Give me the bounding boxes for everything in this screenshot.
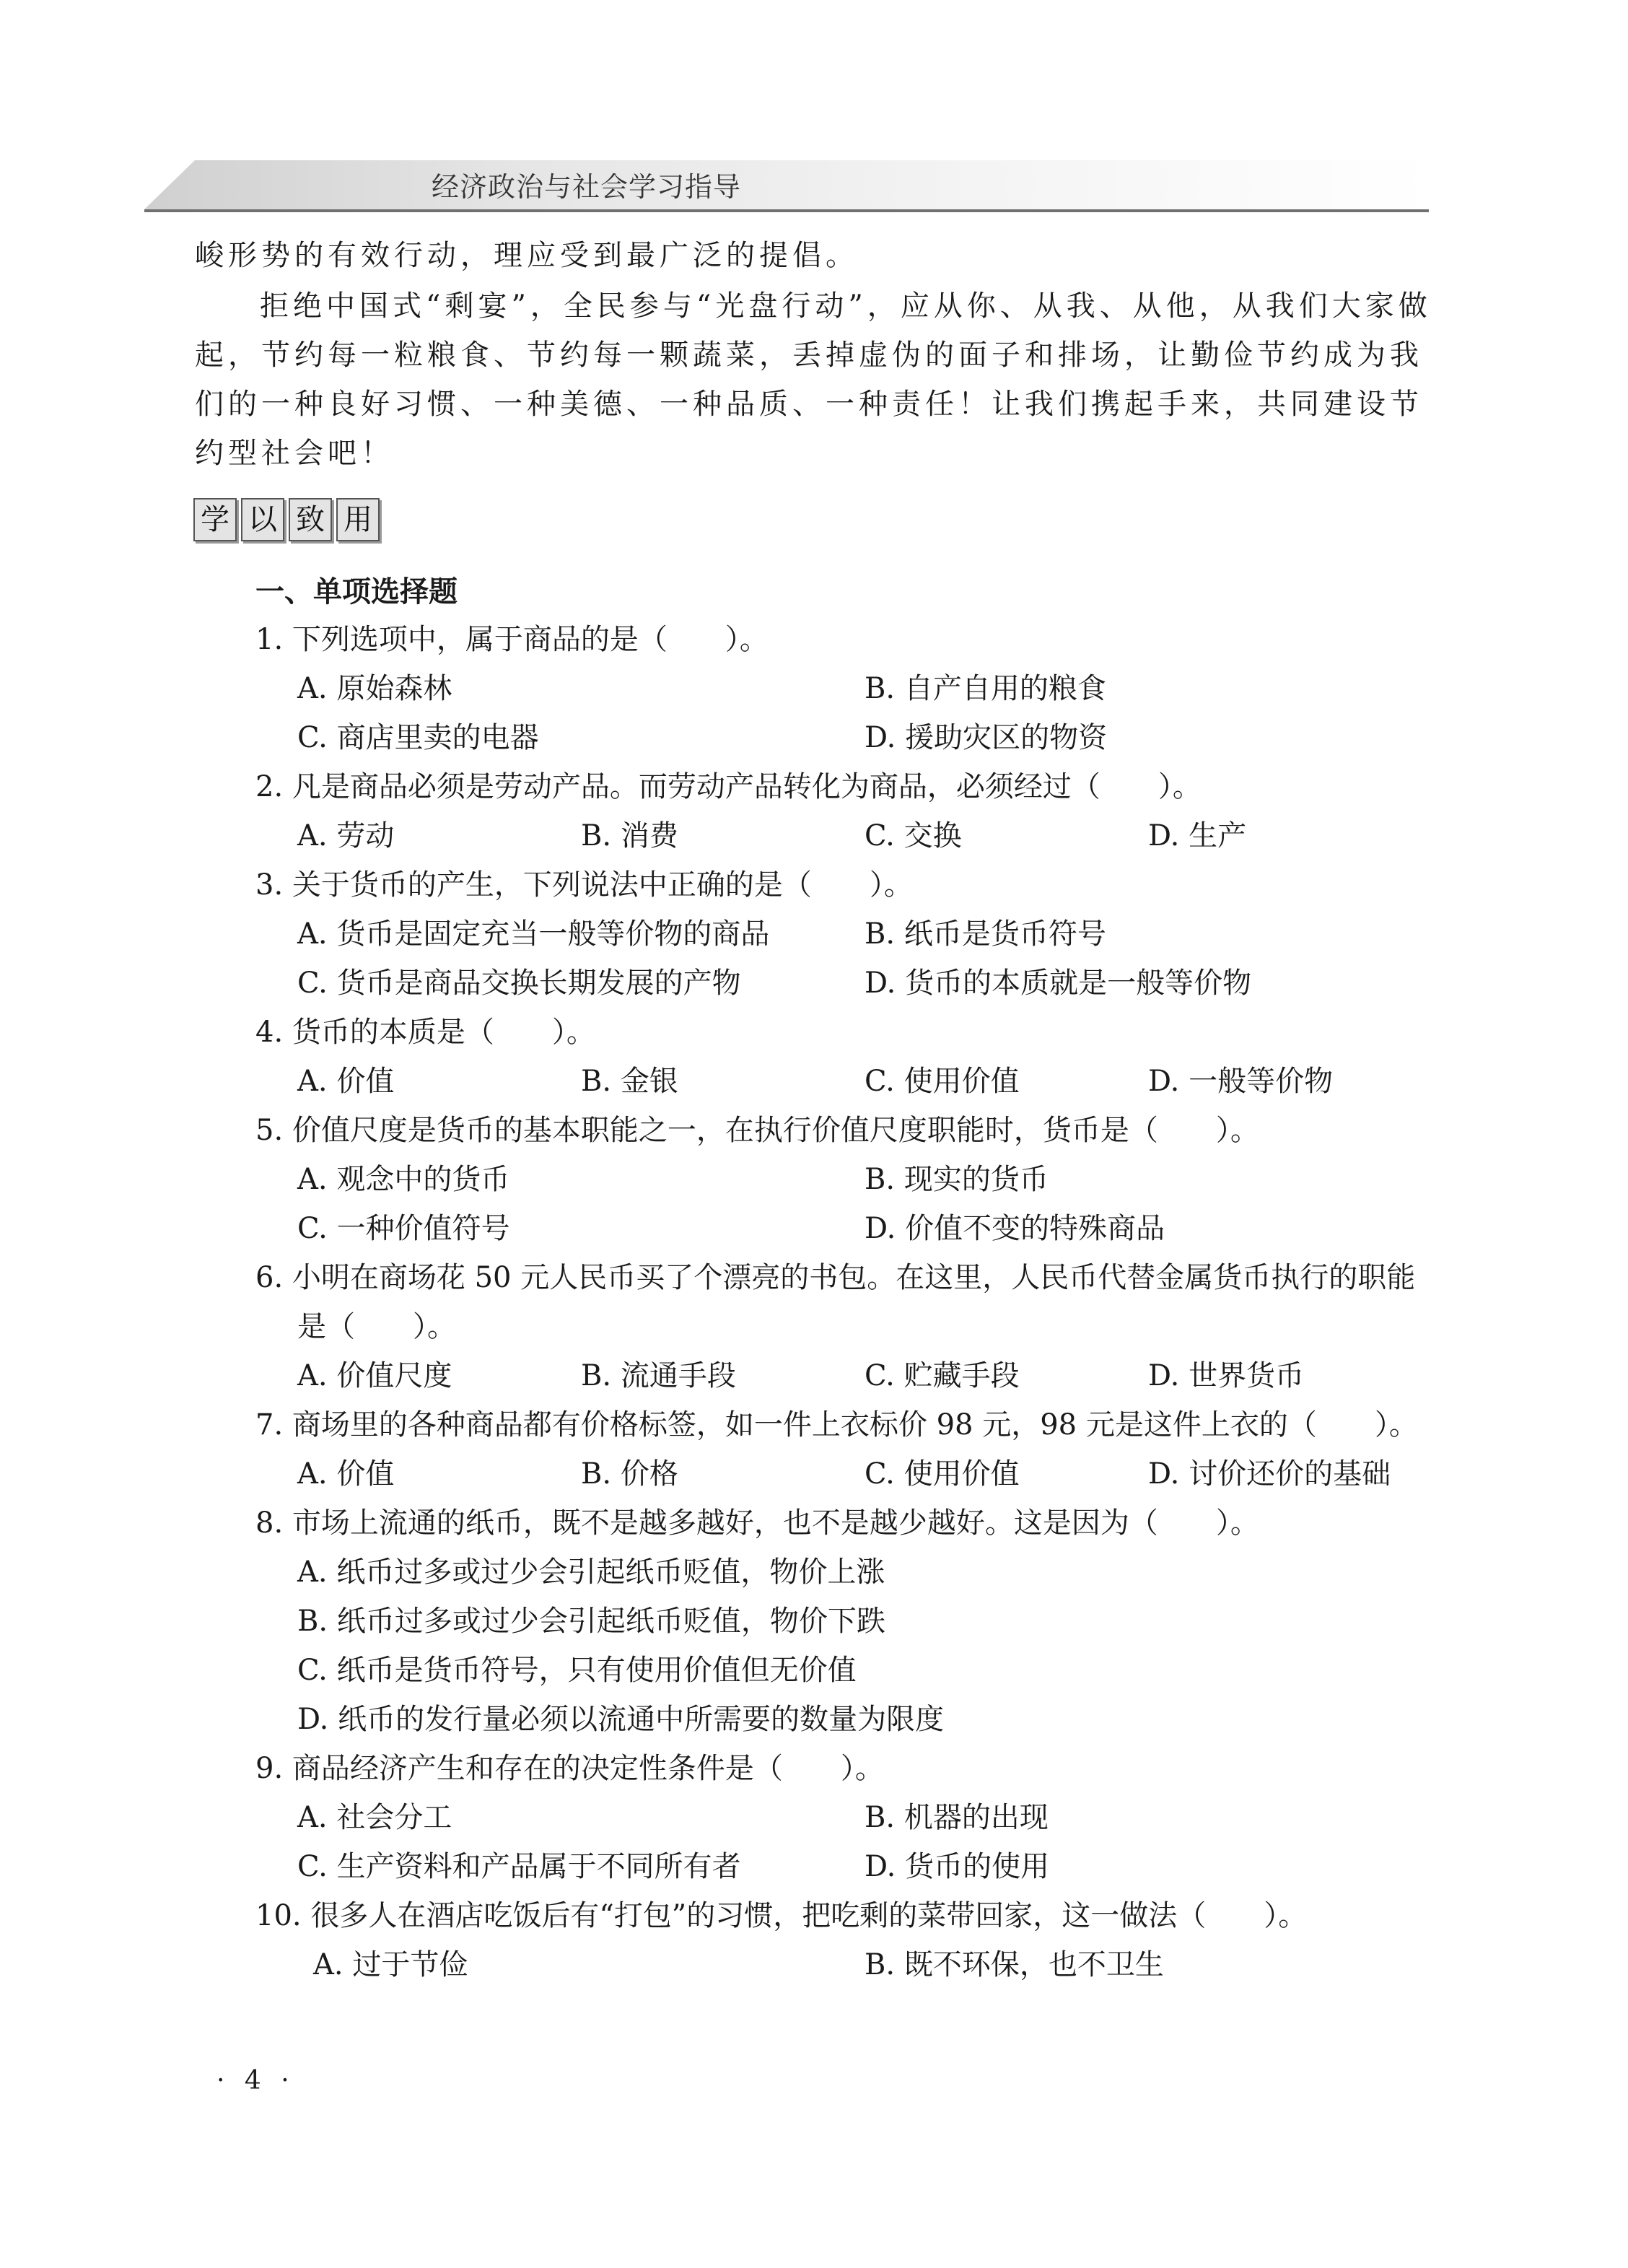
question-5 [255, 1106, 1439, 1253]
option-group [255, 910, 1439, 1008]
option-c: C. 纸币是货币符号，只有使用价值但无价值 [297, 1654, 857, 1687]
question-text: 7. 商场里的各种商品都有价格标签，如一件上衣标价 98 元，98 元是这件上衣的（ ）。 [255, 1408, 1418, 1442]
banner-char: 致 [289, 498, 332, 541]
option-d: D. 纸币的发行量必须以流通中所需要的数量为限度 [297, 1703, 945, 1736]
option-a: A. 价值 [297, 1065, 395, 1098]
option-d: D. 讨价还价的基础 [1148, 1457, 1391, 1491]
question-3 [255, 860, 1439, 1008]
option-group [255, 1057, 1439, 1106]
option-a: A. 纸币过多或过少会引起纸币贬值，物价上涨 [297, 1556, 885, 1589]
banner-char: 以 [241, 498, 284, 541]
option-b: B. 消费 [581, 819, 678, 852]
page-header [144, 160, 1429, 212]
option-group [255, 1351, 1439, 1400]
header-rule [144, 209, 1429, 212]
header-title: 经济政治与社会学习指导 [432, 171, 742, 203]
option-c: C. 使用价值 [865, 1065, 1020, 1098]
option-group [255, 811, 1439, 860]
question-1 [255, 615, 1439, 762]
banner-char: 用 [336, 498, 380, 541]
option-b: B. 纸币是货币符号 [865, 917, 1106, 951]
option-b: B. 现实的货币 [865, 1163, 1049, 1196]
option-c: C. 贮藏手段 [865, 1359, 1020, 1392]
option-a: A. 观念中的货币 [297, 1163, 510, 1196]
question-8 [255, 1499, 1439, 1744]
option-d: D. 世界货币 [1148, 1359, 1305, 1392]
question-7 [255, 1400, 1439, 1499]
option-b: B. 价格 [581, 1457, 678, 1491]
banner-char: 学 [193, 498, 237, 541]
option-group [255, 1793, 1439, 1891]
question-2 [255, 762, 1439, 860]
option-a: A. 价值尺度 [297, 1359, 452, 1392]
option-group [255, 664, 1439, 762]
question-text: 5. 价值尺度是货币的基本职能之一，在执行价值尺度职能时，货币是（ ）。 [255, 1114, 1259, 1147]
option-a: A. 劳动 [297, 819, 395, 852]
option-c: C. 一种价值符号 [297, 1212, 510, 1245]
option-b: B. 机器的出现 [865, 1801, 1049, 1834]
question-text: 8. 市场上流通的纸币，既不是越多越好，也不是越少越好。这是因为（ ）。 [255, 1506, 1259, 1540]
option-a: A. 社会分工 [297, 1801, 452, 1834]
option-group [255, 1155, 1439, 1253]
option-group [255, 1940, 1439, 1989]
option-c: C. 商店里卖的电器 [297, 721, 539, 754]
option-d: D. 价值不变的特殊商品 [865, 1212, 1165, 1245]
question-6 [255, 1253, 1439, 1400]
option-b: B. 流通手段 [581, 1359, 736, 1392]
option-group [255, 1449, 1439, 1499]
section-title: 一、单项选择题 [255, 575, 458, 609]
option-a: A. 原始森林 [297, 672, 452, 705]
section-banner [193, 498, 380, 541]
option-c: C. 使用价值 [865, 1457, 1020, 1491]
option-d: D. 货币的本质就是一般等价物 [865, 967, 1252, 1000]
intro-paragraph: 拒绝中国式“剩宴”，全民参与“光盘行动”，应从你、从我、从他，从我们大家做起，节约每一粒粮食、节约每一颗蔬菜，丢掉虚伪的面子和排场，让勤俭节约成为我们的一种良好习惯、一种美德、一种品质、一种责任！让我们携起手来，共同建设节约型社会吧！ [195, 289, 1432, 470]
question-text: 9. 商品经济产生和存在的决定性条件是（ ）。 [255, 1752, 884, 1785]
option-b: B. 自产自用的粮食 [865, 672, 1106, 705]
question-text: 2. 凡是商品必须是劳动产品。而劳动产品转化为商品，必须经过（ ）。 [255, 770, 1202, 803]
option-a: A. 货币是固定充当一般等价物的商品 [297, 917, 770, 951]
option-a: A. 价值 [297, 1457, 395, 1491]
option-b: B. 既不环保，也不卫生 [865, 1948, 1164, 1981]
option-d: D. 生产 [1148, 819, 1247, 852]
option-a: A. 过于节俭 [313, 1948, 468, 1981]
option-d: D. 货币的使用 [865, 1850, 1050, 1883]
question-9 [255, 1744, 1439, 1891]
question-4 [255, 1008, 1439, 1106]
question-text: 3. 关于货币的产生，下列说法中正确的是（ ）。 [255, 868, 913, 902]
intro-paragraph-continued: 峻形势的有效行动，理应受到最广泛的提倡。 [195, 239, 859, 272]
option-b: B. 金银 [581, 1065, 678, 1098]
question-10 [255, 1891, 1439, 1989]
option-c: C. 生产资料和产品属于不同所有者 [297, 1850, 741, 1883]
question-text: 6. 小明在商场花 50 元人民币买了个漂亮的书包。在这里，人民币代替金属货币执行的职能是（ ）。 [255, 1261, 1416, 1343]
question-text: 1. 下列选项中，属于商品的是（ ）。 [255, 623, 769, 656]
option-c: C. 交换 [865, 819, 962, 852]
option-d: D. 援助灾区的物资 [865, 721, 1108, 754]
question-list [255, 615, 1439, 1989]
question-text: 4. 货币的本质是（ ）。 [255, 1016, 595, 1049]
header-band [144, 160, 1429, 209]
option-d: D. 一般等价物 [1148, 1065, 1334, 1098]
option-group [255, 1548, 1439, 1744]
question-text: 10. 很多人在酒店吃饭后有“打包”的习惯，把吃剩的菜带回家，这一做法（ ）。 [255, 1899, 1308, 1932]
option-c: C. 货币是商品交换长期发展的产物 [297, 967, 741, 1000]
option-b: B. 纸币过多或过少会引起纸币贬值，物价下跌 [297, 1605, 885, 1638]
page-number: · 4 · [216, 2066, 295, 2095]
